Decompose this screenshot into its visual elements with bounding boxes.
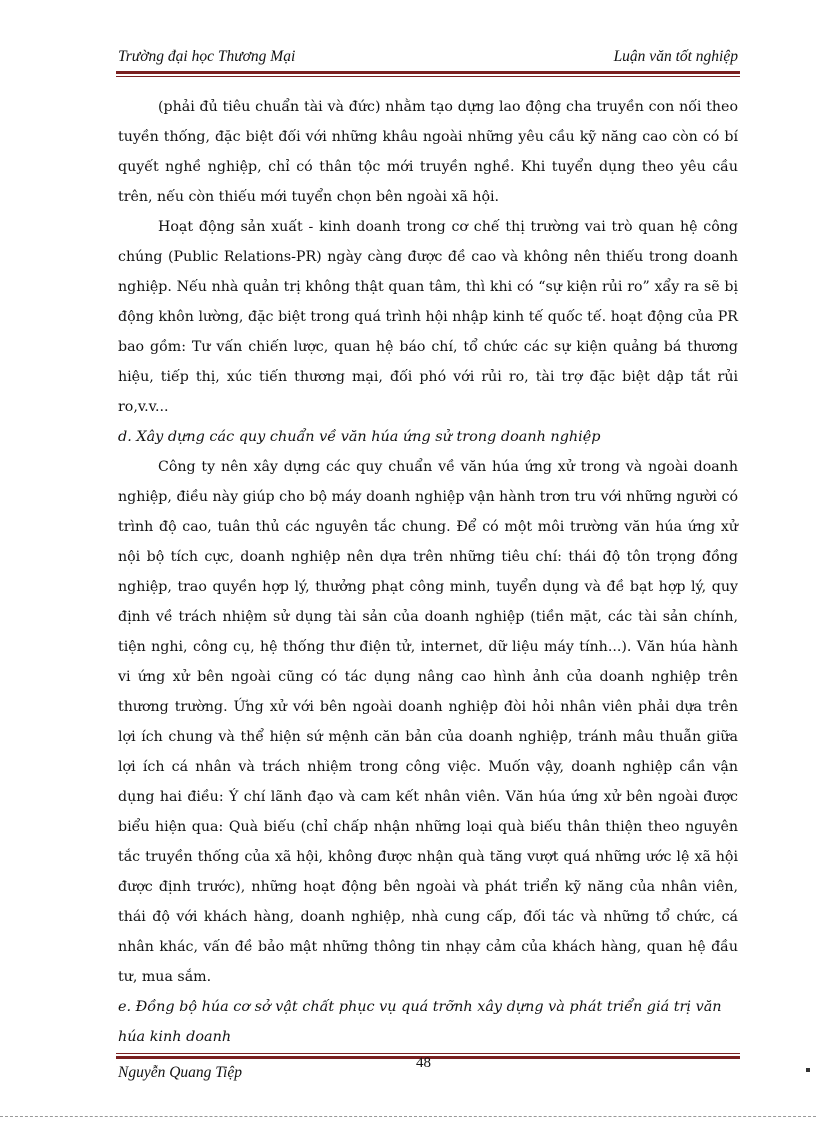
page-body: [118, 92, 738, 1052]
header-thesis-label: Luận văn tốt nghiệp: [613, 48, 738, 65]
page-number: 48: [416, 1055, 431, 1071]
paragraph-conduct-standards: Công ty nên xây dựng các quy chuẩn về văn húa ứng xử trong và ngoài doanh nghiệp, điều này giúp cho bộ máy doanh nghiệp vận hành trơn tru với những người có trình độ cao, tuân thủ các nguyên tắc chung. Để có một môi trường văn húa ứng xử nội bộ tích cực, doanh nghiệp nên dựa trên những tiêu chí: thái độ tôn trọng đồng nghiệp, trao quyền hợp lý, thưởng phạt công minh, tuyển dụng và đề bạt hợp lý, quy định về trách nhiệm sử dụng tài sản của doanh nghiệp (tiền mặt, các tài sản chính, tiện nghi, công cụ, hệ thống thư điện tử, internet, dữ liệu máy tính...). Văn húa hành vi ứng xử bên ngoài cũng có tác dụng nâng cao hình ảnh của doanh nghiệp trên thương trường. Ứng xử với bên ngoài doanh nghiệp đòi hỏi nhân viên phải dựa trên lợi ích chung và thể hiện sứ mệnh căn bản của doanh nghiệp, tránh mâu thuẫn giữa lợi ích cá nhân và trách nhiệm trong công việc. Muốn vậy, doanh nghiệp cần vận dụng hai điều: Ý chí lãnh đạo và cam kết nhân viên. Văn húa ứng xử bên ngoài được biểu hiện qua: Quà biếu (chỉ chấp nhận những loại quà biếu thân thiện theo nguyên tắc truyền thống của xã hội, không được nhận quà tăng vượt quá những ước lệ xã hội được định trước), những hoạt động bên ngoài và phát triển kỹ năng của nhân viên, thái độ với khách hàng, doanh nghiệp, nhà cung cấp, đối tác và những tổ chức, cá nhân khác, vấn đề bảo mật những thông tin nhạy cảm của khách hàng, quan hệ đầu tư, mua sắm.: [118, 459, 738, 985]
section-heading-d: d. Xây dựng các quy chuẩn về văn húa ứng sử trong doanh nghiệp: [118, 429, 601, 445]
paragraph-recruitment: (phải đủ tiêu chuẩn tài và đức) nhằm tạo dựng lao động cha truyền con nối theo tuyền thống, đặc biệt đối với những khâu ngoài những yêu cầu kỹ năng cao còn có bí quyết nghề nghiệp, chỉ có thân tộc mới truyền nghề. Khi tuyển dụng theo yêu cầu trên, nếu còn thiếu mới tuyển chọn bên ngoài xã hội.: [118, 99, 738, 205]
paragraph-public-relations: Hoạt động sản xuất - kinh doanh trong cơ chế thị trường vai trò quan hệ công chúng (Public Relations-PR) ngày càng được đề cao và không nên thiếu trong doanh nghiệp. Nếu nhà quản trị không thật quan tâm, thì khi có “sự kiện rủi ro” xẩy ra sẽ bị động khôn lường, đặc biệt trong quá trình hội nhập kinh tế quốc tế. hoạt động của PR bao gồm: Tư vấn chiến lược, quan hệ báo chí, tổ chức các sự kiện quảng bá thương hiệu, tiếp thị, xúc tiến thương mại, đối phó với rủi ro, tài trợ đặc biệt dập tắt rủi ro,v.v...: [118, 219, 738, 415]
page-header: [118, 48, 738, 70]
footer-rule-thin: [116, 1053, 740, 1054]
section-heading-e: e. Đồng bộ húa cơ sở vật chất phục vụ quá trỡnh xây dựng và phát triển giá trị văn húa kinh doanh: [118, 999, 722, 1045]
header-rule-thin: [116, 76, 740, 77]
margin-mark: [806, 1068, 810, 1072]
header-rule-thick: [116, 71, 740, 74]
footer-author: Nguyễn Quang Tiệp: [118, 1064, 242, 1081]
header-university: Trường đại học Thương Mại: [118, 48, 296, 65]
page-bottom-border: [0, 1116, 816, 1117]
